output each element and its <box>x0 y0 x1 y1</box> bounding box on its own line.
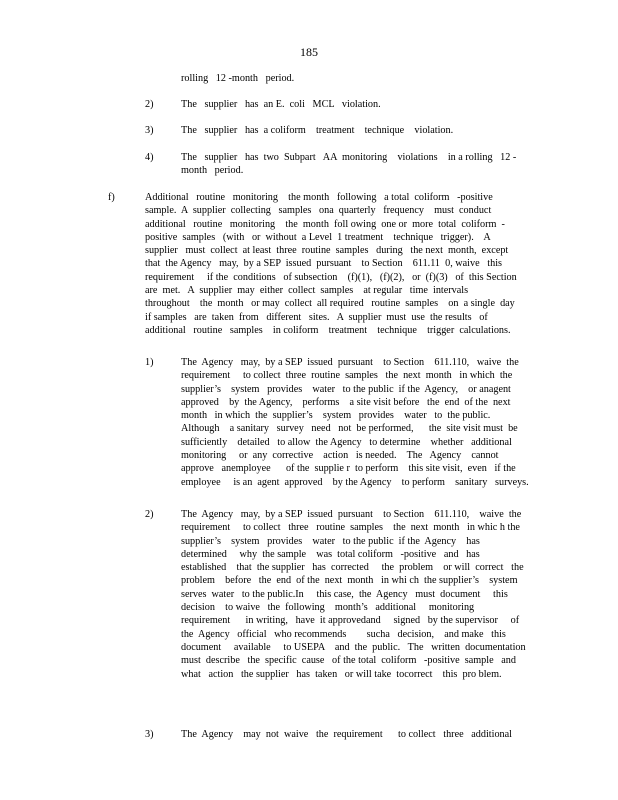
text-line: requirement in writing, have it approvedand signed by the supervisor of <box>181 615 520 627</box>
text-line: The Agency may, by a SEP issued pursuant to Section 611.110, waive the <box>181 357 519 368</box>
sub-item-paragraph <box>181 356 541 489</box>
text-line: approve anemployee of the supplie r to perform this site visit, even if the <box>181 463 516 475</box>
text-line: The Agency may, by a SEP issued pursuant to Section 611.110, waive the <box>181 509 522 520</box>
text-line: must describe the specific cause of the total coliform -positive sample and <box>181 655 516 667</box>
list-label: 3) <box>145 125 154 136</box>
text-line: The supplier has an E. coli MCL violation. <box>181 99 381 110</box>
text-line: sufficiently detailed to allow the Agency to determine whether additional <box>181 436 512 448</box>
text-line: monitoring or any corrective action is needed. The Agency cannot <box>181 450 499 462</box>
text-line: positive samples (with or without a Level 1 treatment technique trigger). A <box>145 231 491 243</box>
text-line: problem before the end of the next month in whi ch the supplier’s system <box>181 575 518 587</box>
text-line: that the Agency may, by a SEP issued pursuant to Section 611.11 0, waive this <box>145 258 502 270</box>
text-line: The supplier has a coliform treatment technique violation. <box>181 125 454 136</box>
list-item <box>181 124 541 137</box>
text-line: additional routine samples in coliform treatment technique trigger calculations. <box>145 324 511 336</box>
text-line: requirement to collect three routine samples the next month in which the <box>181 370 513 382</box>
text-line: The Agency may not waive the requirement to collect three additional <box>181 729 512 740</box>
section-label: f) <box>108 192 115 203</box>
text-line: determined why the sample was total coliform -positive and has <box>181 548 480 560</box>
text-line: The supplier has two Subpart AA monitoring violations in a rolling 12 - <box>181 152 517 163</box>
text-line: requirement to collect three routine samples the next month in whic h the <box>181 522 520 534</box>
text-line: what action the supplier has taken or will take tocorrect this pro blem. <box>181 668 502 680</box>
text-line: document available to USEPA and the public. The written documentation <box>181 641 526 653</box>
text-line: supplier’s system provides water to the public if the Agency, or anagent <box>181 383 511 395</box>
text-line: month in which the supplier’s system provides water to the public. <box>181 410 491 422</box>
text-line: supplier’s system provides water to the public if the Agency has <box>181 535 480 547</box>
text-line: employee is an agent approved by the Agency to perform sanitary surveys. <box>181 476 529 488</box>
text-line: month period. <box>181 165 244 177</box>
list-label: 2) <box>145 509 154 520</box>
section-f-paragraph <box>145 191 525 337</box>
text-line: rolling 12 -month period. <box>181 73 295 84</box>
text-line: Although a sanitary survey need not be performed, the site visit must be <box>181 423 518 435</box>
text-line: serves water to the public.In this case, the Agency must document this <box>181 588 508 600</box>
list-label: 4) <box>145 152 154 163</box>
text-line: the Agency official who recommends sucha decision, and make this <box>181 628 506 640</box>
list-item <box>181 151 541 178</box>
text-line: supplier must collect at least three routine samples during the next month, except <box>145 245 509 257</box>
sub-item-paragraph <box>181 508 541 681</box>
text-line: established that the supplier has corrected the problem or will correct the <box>181 562 524 574</box>
text-line: if samples are taken from different sites. A supplier must use the results of <box>145 311 488 323</box>
list-item <box>181 98 541 111</box>
text-line: additional routine monitoring the month foll owing one or more total coliform - <box>145 218 505 230</box>
list-label: 3) <box>145 729 154 740</box>
text-line: sample. A supplier collecting samples ona quarterly frequency must conduct <box>145 205 492 217</box>
continuation-text <box>181 72 541 85</box>
list-label: 1) <box>145 357 154 368</box>
text-line: throughout the month or may collect all required routine samples on a single day <box>145 298 515 310</box>
sub-item-paragraph <box>181 728 541 741</box>
text-line: decision to waive the following month’s additional monitoring <box>181 602 475 614</box>
text-line: are met. A supplier may either collect samples at regular time intervals <box>145 285 469 297</box>
text-line: requirement if the conditions of subsection (f)(1), (f)(2), or (f)(3) of this Section <box>145 271 517 283</box>
page-number: 185 <box>300 45 318 59</box>
text-line: approved by the Agency, performs a site visit before the end of the next <box>181 396 511 408</box>
text-line: Additional routine monitoring the month following a total coliform -positive <box>145 192 493 203</box>
list-label: 2) <box>145 99 154 110</box>
